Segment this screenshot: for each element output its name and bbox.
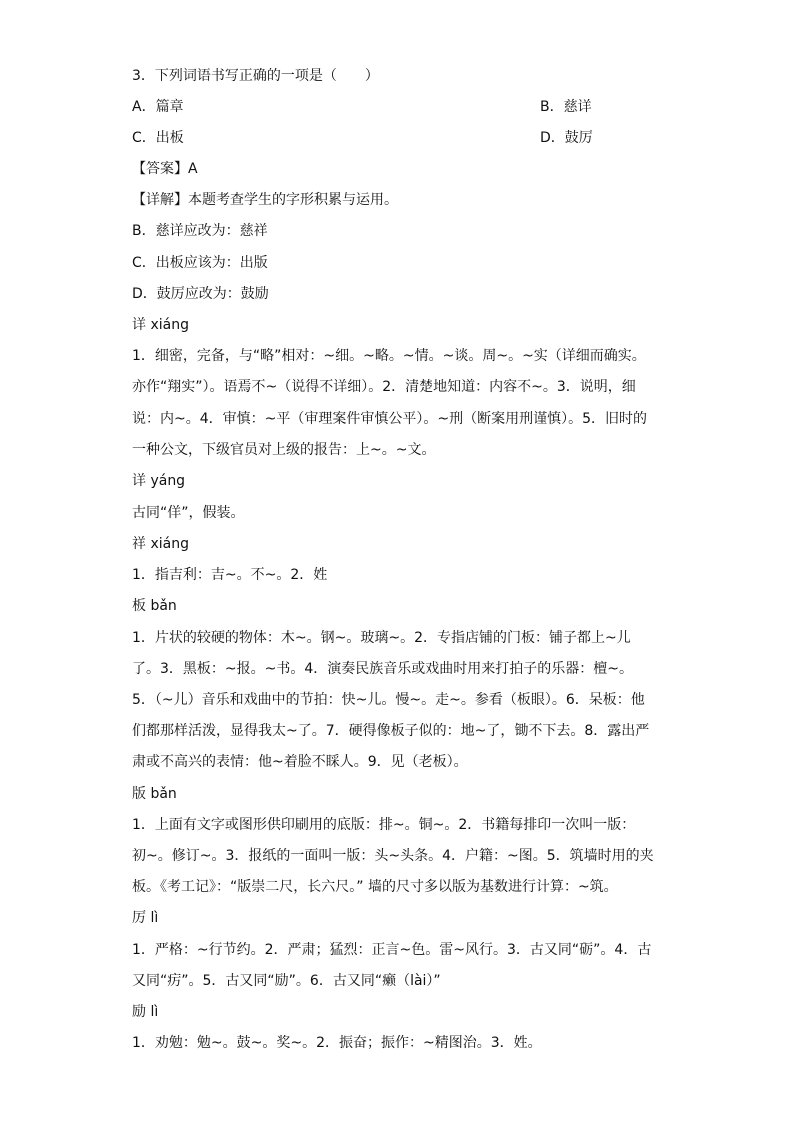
explanation-intro: 【详解】本题考查学生的字形积累与运用。	[132, 192, 398, 208]
option-b: B．慈详	[540, 99, 592, 115]
entry-head-li2: 励 lì	[132, 1004, 159, 1020]
explanation-c: C．出板应该为：出版	[132, 255, 268, 271]
question-stem: 3．下列词语书写正确的一项是（ ）	[132, 68, 379, 84]
entry-line: 1．片状的较硬的物体：木~。钢~。玻璃~。2．专指店铺的门板：铺子都上~儿	[132, 630, 631, 646]
options-row-1	[132, 97, 592, 117]
entry-line: 1．上面有文字或图形供印刷用的底版：排~。铜~。2．书籍每排印一次叫一版：	[132, 817, 636, 833]
entry-head-yang: 详 yáng	[132, 473, 186, 489]
entry-line: 1．细密，完备，与“略”相对：~细。~略。~情。~谈。周~。~实（详细而确实。	[132, 348, 646, 364]
entry-line: 古同“佯”，假装。	[132, 505, 245, 521]
answer: 【答案】A	[132, 161, 198, 177]
option-c: C．出板	[132, 130, 184, 146]
entry-line: 初~。修订~。3．报纸的一面叫一版：头~头条。4．户籍：~图。5．筑墙时用的夹	[132, 848, 654, 864]
entry-head-li1: 厉 lì	[132, 910, 159, 926]
explanation-b: B．慈详应改为：慈祥	[132, 223, 268, 239]
options-row-2	[132, 128, 593, 148]
entry-head-xiang1: 详 xiáng	[132, 317, 189, 333]
entry-line: 又同“疠”。5．古又同“励”。6．古又同“癞（lài）”	[132, 973, 441, 989]
entry-line: 说：内~。4．审慎：~平（审理案件审慎公平）。~刑（断案用刑谨慎）。5．旧时的	[132, 411, 648, 427]
entry-line: 5．（~儿）音乐和戏曲中的节拍：快~儿。慢~。走~。参看（板眼）。6．呆板：他	[132, 692, 645, 708]
entry-line: 亦作“翔实”）。语焉不~（说得不详细）。2．清楚地知道：内容不~。3．说明，细	[132, 379, 636, 395]
entry-line: 板。《考工记》：“版崇二尺，长六尺。” 墙的尺寸多以版为基数进行计算：~筑。	[132, 879, 618, 895]
explanation-d: D．鼓厉应改为：鼓励	[132, 286, 269, 302]
entry-line: 一种公文，下级官员对上级的报告：上~。~文。	[132, 442, 436, 458]
entry-line: 们都那样活泼，显得我太~了。7．硬得像板子似的：地~了，锄不下去。8．露出严	[132, 723, 650, 739]
entry-line: 1．指吉利：吉~。不~。2．姓	[132, 567, 328, 583]
entry-head-ban2: 版 bǎn	[132, 786, 177, 802]
option-a: A．篇章	[132, 99, 184, 115]
entry-head-ban1: 板 bǎn	[132, 598, 177, 614]
option-d: D．鼓厉	[540, 130, 593, 146]
entry-line: 1．劝勉：勉~。鼓~。奖~。2．振奋；振作：~精图治。3．姓。	[132, 1035, 542, 1051]
entry-head-xiang2: 祥 xiáng	[132, 536, 189, 552]
entry-line: 1．严格：~行节约。2．严肃；猛烈：正言~色。雷~风行。3．古又同“砺”。4．古	[132, 942, 652, 958]
entry-line: 肃或不高兴的表情：他~着脸不睬人。9．见（老板）。	[132, 754, 468, 770]
entry-line: 了。3．黑板：~报。~书。4．演奏民族音乐或戏曲时用来打拍子的乐器：檀~。	[132, 661, 634, 677]
